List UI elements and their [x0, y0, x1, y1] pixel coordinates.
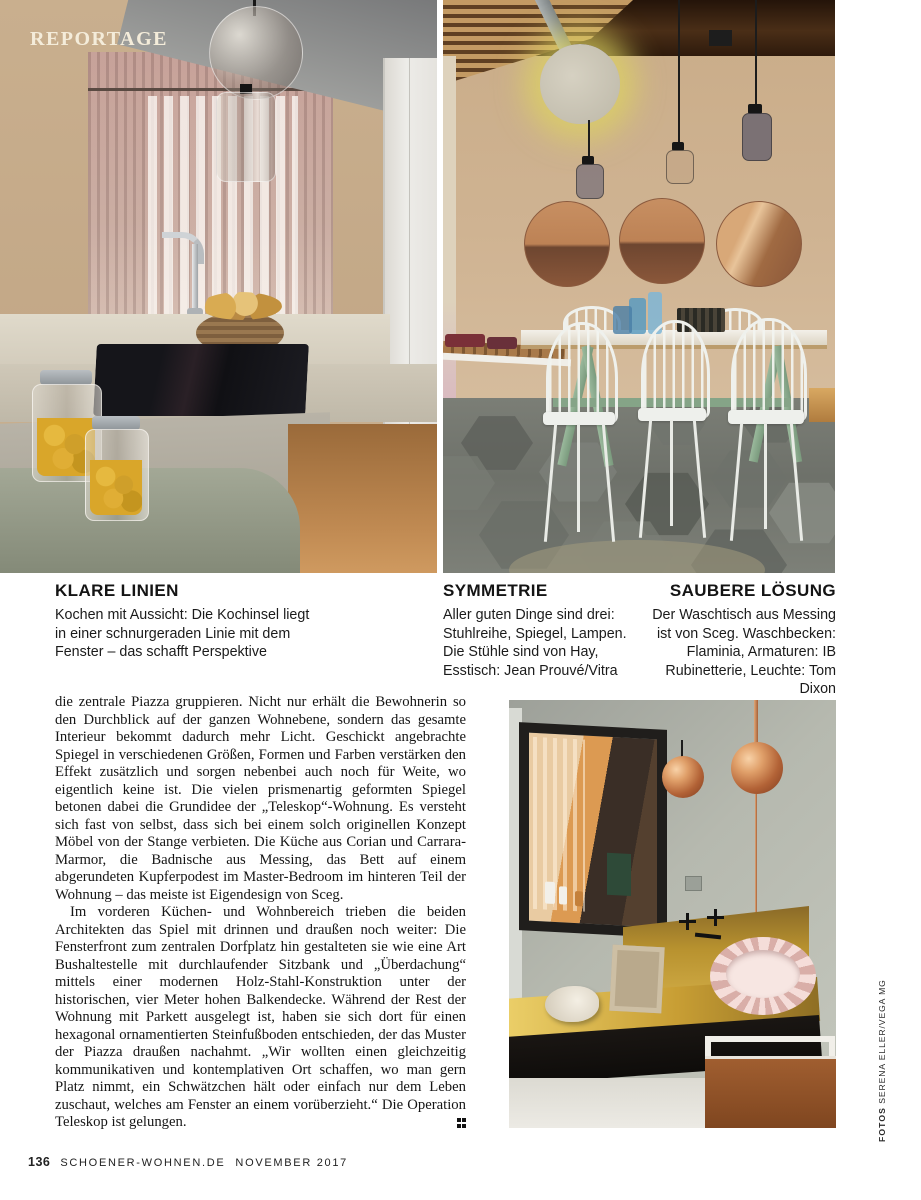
round-copper-mirror — [716, 201, 802, 287]
caption-klare-linien — [55, 581, 317, 662]
wall-spot — [709, 30, 732, 46]
blue-glass-vase — [613, 306, 632, 334]
copper-pendant-lamp — [731, 742, 783, 794]
article-paragraph: Im vorderen Küchen- und Wohnbereich trieben die beiden Architekten das Spiel mit drinnen und draußen noch weiter: Die Fensterfront zum zentralen Dorfplatz hin gestalteten sie wie eine Art Bushaltestelle mit durchlaufender Sitzbank und „Überdachung“ mittels einer modernen Holz-Stahl-Konstruktion unter der historischen, vier Meter hohen Balkendecke. Während der Rest der Wohnung mit Parkett ausgelegt ist, haben sie sich dort für einen hexagonal ornamentierten Steinfußboden entschieden, der das Muster der Piazza draußen nachahmt. „Wir wollten einen gleichzeitig kommunikativen und kontemplativen Ort schaffen, wo man gern Platz nimmt, ein Schwätzchen hält oder einfach nur dem Leben zuschaut, welches am Fenster an einem vorüberzieht.“ Die Operation Teleskop ist gelungen. — [55, 904, 466, 1130]
pendant-cord — [755, 0, 757, 112]
photo-credit-label: FOTOS — [877, 1107, 887, 1142]
picture-frame — [609, 945, 664, 1014]
footer-site: SCHOENER-WOHNEN.DE — [60, 1157, 226, 1169]
chair-leg — [764, 423, 767, 529]
caption-title: SAUBERE LÖSUNG — [669, 581, 836, 600]
faucet-stem — [192, 244, 198, 310]
faucet-cross-handle — [714, 909, 717, 926]
framed-mirror — [519, 722, 667, 938]
article-body — [55, 694, 466, 1132]
dining-chair — [546, 322, 618, 424]
bottle — [575, 891, 583, 906]
jar-pasta — [90, 460, 142, 515]
glass-pendant-cylinder — [216, 92, 276, 182]
dried-flowers — [200, 292, 282, 320]
article-end-mark — [457, 1118, 467, 1128]
photo-dining — [443, 0, 835, 573]
caption-body: Kochen mit Aussicht: Die Kochinsel liegt in einer schnurgeraden Linie mit dem Fenster – das schafft Perspektive — [55, 607, 310, 661]
jar-lid — [92, 416, 140, 430]
caption-body: Aller guten Dinge sind drei: Stuhlreihe, Spiegel, Lampen. Die Stühle sind von Hay, Esstisch: Jean Prouvé/Vitra — [443, 607, 627, 679]
smoke-glass-pendant — [576, 164, 604, 199]
mirror-reflection-chair — [607, 853, 631, 896]
page-footer — [28, 1155, 348, 1169]
wood-floor — [288, 424, 437, 573]
copper-rod — [754, 700, 758, 746]
page-number: 136 — [28, 1155, 51, 1169]
chair-leg — [577, 424, 580, 532]
chair-seat — [728, 410, 804, 424]
sea-shell — [545, 986, 599, 1022]
caption-saubere-loesung — [640, 581, 836, 699]
kicker-reportage: REPORTAGE — [30, 28, 168, 50]
wood-drawer-unit — [705, 1056, 836, 1128]
photo-credit — [877, 979, 887, 1142]
footer-issue: NOVEMBER 2017 — [235, 1157, 349, 1169]
dark-sink-recess — [93, 344, 309, 416]
copper-pendant-lamp — [662, 756, 704, 798]
caption-title: KLARE LINIEN — [55, 581, 179, 600]
chair-leg — [670, 420, 673, 526]
warm-light-patch — [809, 388, 835, 422]
faucet-cross-handle — [686, 913, 689, 930]
bathroom-floor — [509, 1078, 709, 1128]
caption-title: SYMMETRIE — [443, 581, 548, 600]
dining-chair — [641, 320, 710, 419]
glass-pendant-globe — [209, 6, 303, 100]
photo-kitchen — [0, 0, 437, 573]
amber-glass-pendant — [666, 150, 694, 184]
article-paragraph: die zentrale Piazza gruppieren. Nicht nur erhält die Bewohnerin so den Durchblick auf der ganzen Wohnebene, sondern das gesamte Interieur bekommt dadurch mehr Licht. Geschickt angebrachte Spiegel in verschiedenen Größen, Formen und Farben verstärken den Effekt zusätzlich und sorgen nebenbei auch noch für Weite, wo eigentlich keine ist. Die vielen prismenartig geformten Spiegel betonen dabei die Grundidee der „Teleskop“-Wohnung. Es versteht sich fast von selbst, dass sich bei einem solch originellen Konzept Möbel von der Stange verbieten. Die Küche aus Corian und Carrara-Marmor, die Badnische aus Messing, das Bett auf einem abgerundeten Kupferpodest im Master-Bedroom im hinteren Teil der Wohnung – das meiste ist Eigendesign von Sceg. — [55, 694, 466, 903]
backlit-disc-lamp — [540, 44, 620, 124]
dining-chair — [731, 318, 807, 422]
bottle — [545, 881, 555, 904]
round-copper-mirror — [524, 201, 610, 287]
caption-body: Der Waschtisch aus Messing ist von Sceg. Waschbecken: Flaminia, Armaturen: IB Rubinetterie, Leuchte: Tom Dixon — [652, 607, 836, 698]
mirror-reflection-curtain — [533, 737, 585, 912]
caption-symmetrie — [443, 581, 651, 680]
pendant-cord — [678, 0, 680, 150]
photo-credit-names: SERENA ELLER/VEGA MG — [877, 979, 887, 1108]
wall-socket — [685, 876, 702, 891]
jar-lid — [40, 370, 92, 385]
photo-bathroom — [509, 700, 836, 1128]
smoke-glass-pendant — [742, 113, 772, 161]
round-copper-mirror — [619, 198, 705, 284]
bench-cushion — [445, 334, 485, 347]
bottle — [559, 886, 567, 904]
basin-bowl — [726, 950, 800, 998]
bench-cushion — [487, 337, 517, 349]
foreground-counter — [0, 468, 300, 573]
